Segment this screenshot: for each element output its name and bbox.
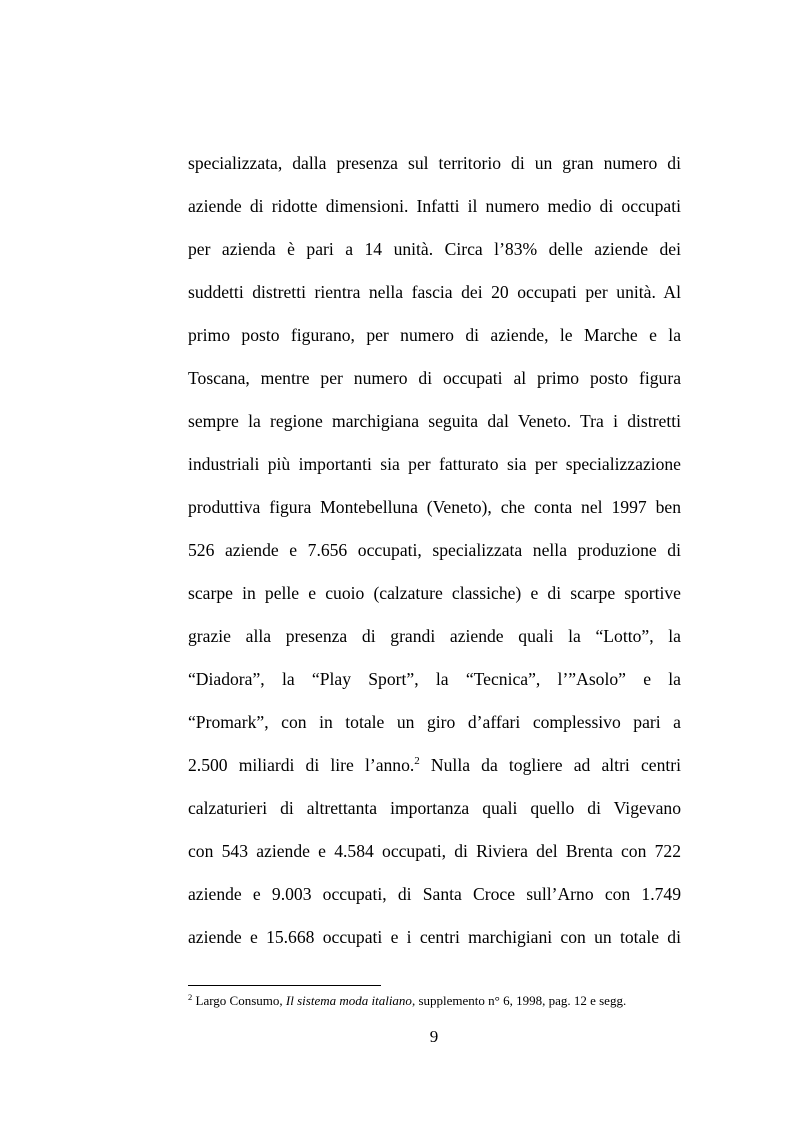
text-line: per azienda è pari a 14 unità. Circa l’83% delle aziende dei: [188, 239, 681, 259]
text-line: specializzata, dalla presenza sul territorio di un gran numero di: [188, 153, 681, 173]
text-line: grazie alla presenza di grandi aziende quali la “Lotto”, la: [188, 626, 681, 646]
footnote-details: , supplemento n° 6, 1998, pag. 12 e segg.: [411, 993, 627, 1008]
page-number: 9: [429, 1027, 439, 1046]
footnote-reference[interactable]: 2: [414, 755, 420, 767]
text-line: produttiva figura Montebelluna (Veneto), che conta nel 1997 ben: [188, 497, 681, 517]
text-line: industriali più importanti sia per fatturato sia per specializzazione: [188, 454, 681, 474]
text-line: aziende e 15.668 occupati e i centri marchigiani con un totale di: [188, 927, 681, 947]
text-line-with-footnote-ref: [188, 747, 681, 790]
text-segment: 2.500 miliardi di lire l’anno.: [188, 755, 415, 775]
text-line: calzaturieri di altrettanta importanza quali quello di Vigevano: [188, 798, 681, 818]
footnote-title: Il sistema moda italiano: [285, 993, 412, 1008]
text-line: sempre la regione marchigiana seguita dal Veneto. Tra i distretti: [188, 411, 681, 431]
footnote-author: Largo Consumo,: [192, 993, 286, 1008]
footnote: [188, 993, 626, 1009]
text-line: suddetti distretti rientra nella fascia dei 20 occupati per unità. Al: [188, 282, 681, 302]
body-paragraph: [188, 145, 681, 962]
text-line: aziende di ridotte dimensioni. Infatti il numero medio di occupati: [188, 196, 681, 216]
text-line: 526 aziende e 7.656 occupati, specializzata nella produzione di: [188, 540, 681, 560]
text-segment: Nulla da togliere ad altri centri: [419, 755, 682, 775]
text-line: primo posto figurano, per numero di aziende, le Marche e la: [188, 325, 681, 345]
text-line: “Promark”, con in totale un giro d’affari complessivo pari a: [188, 712, 681, 732]
text-line: con 543 aziende e 4.584 occupati, di Riviera del Brenta con 722: [188, 841, 681, 861]
text-line: scarpe in pelle e cuoio (calzature classiche) e di scarpe sportive: [188, 583, 681, 603]
text-line: aziende e 9.003 occupati, di Santa Croce sull’Arno con 1.749: [188, 884, 681, 904]
footnote-separator: [188, 985, 381, 986]
text-line: “Diadora”, la “Play Sport”, la “Tecnica”, l’”Asolo” e la: [188, 669, 681, 689]
text-line: Toscana, mentre per numero di occupati al primo posto figura: [188, 368, 681, 388]
footnote-number: 2: [188, 992, 193, 1002]
